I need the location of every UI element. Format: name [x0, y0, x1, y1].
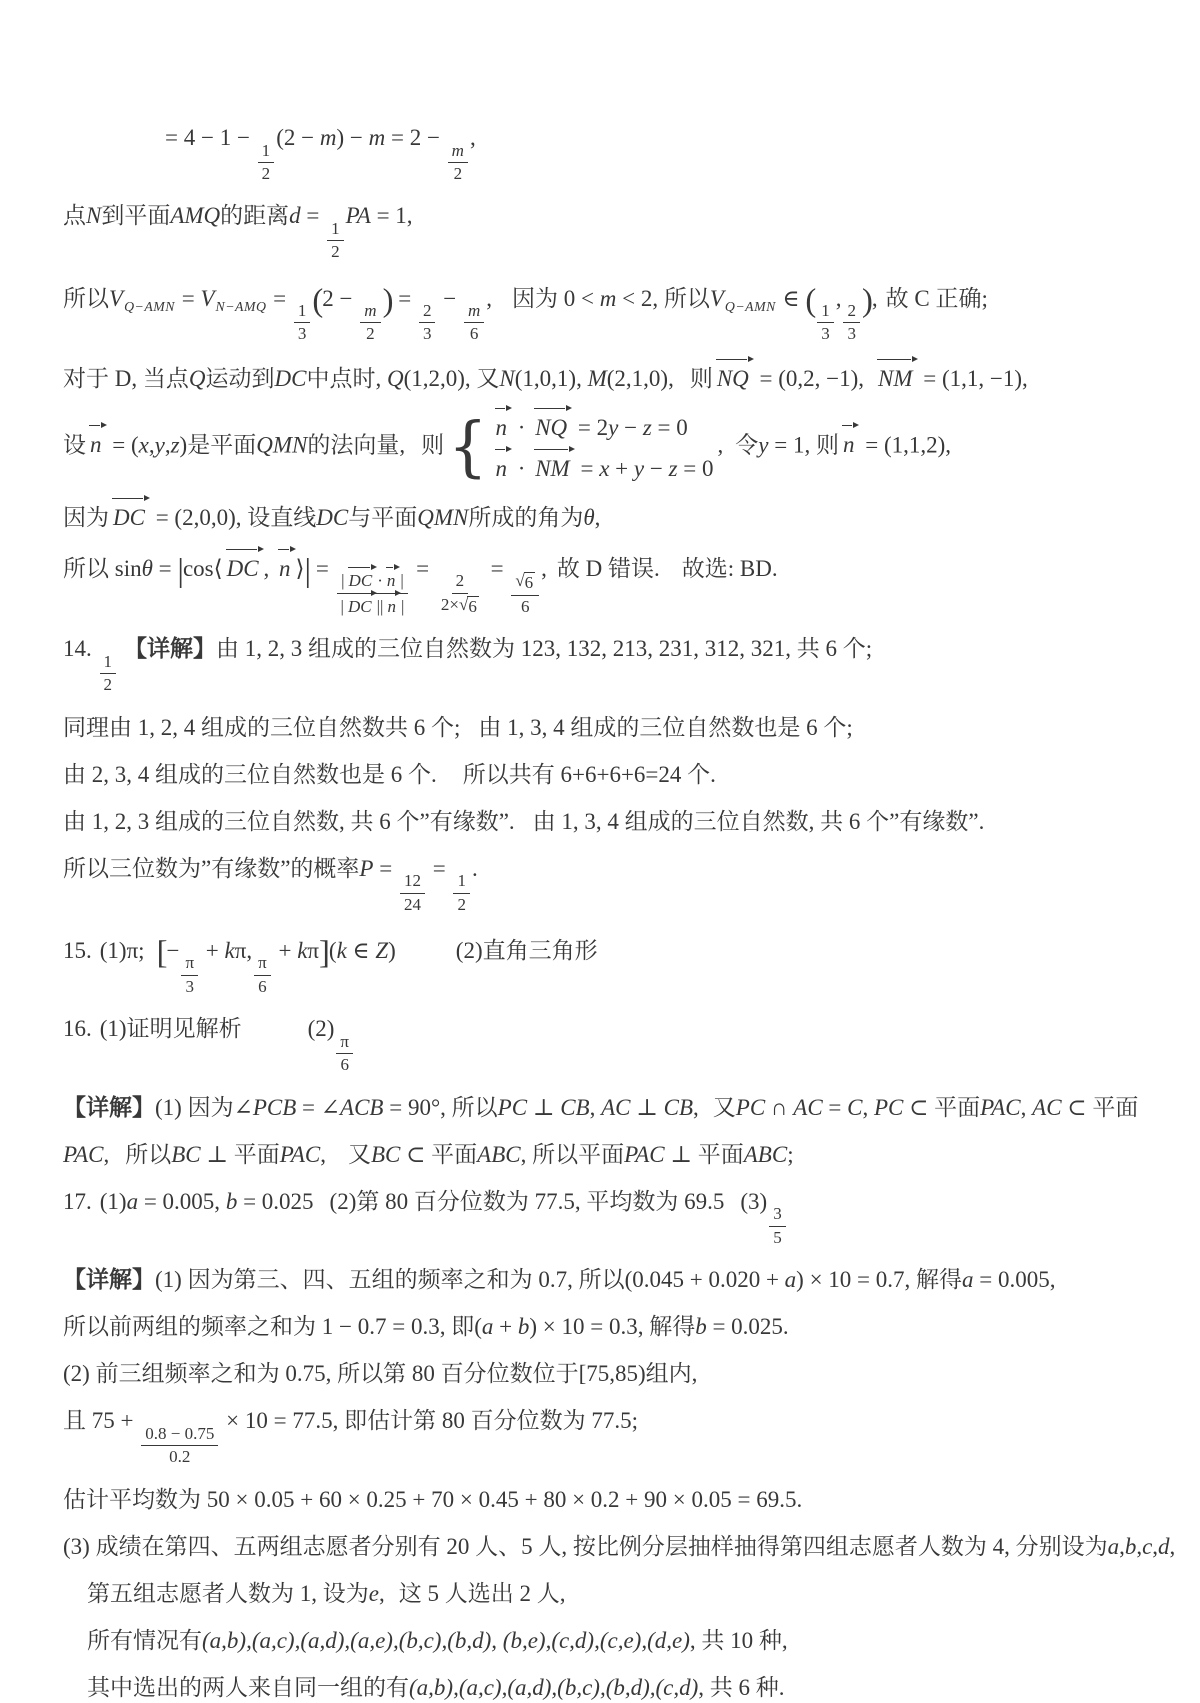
numerator: 1 — [258, 141, 275, 163]
math-variable: QMN — [417, 505, 469, 530]
math-variable: θ — [141, 555, 153, 581]
numerator: 0.8 − 0.75 — [141, 1424, 218, 1446]
math-variable: b — [1124, 1533, 1137, 1559]
vector-arrow — [385, 569, 399, 591]
fraction — [336, 1032, 353, 1076]
radical-sign: √ — [458, 594, 469, 614]
numerator: 1 — [327, 219, 344, 241]
big-delimiter: ( — [805, 282, 816, 319]
fraction — [141, 1424, 218, 1468]
numerator: 2 — [419, 301, 436, 323]
denominator: 6 — [340, 1055, 349, 1075]
spacer — [314, 1208, 330, 1209]
fraction — [294, 301, 311, 345]
math-variable: PAC — [63, 1141, 104, 1167]
spacer — [674, 385, 690, 386]
vector-arrow — [494, 451, 511, 484]
numerator: 2 — [452, 571, 469, 593]
denominator: 3 — [185, 976, 194, 996]
system-row: n · NM = x + y − z = 0 — [492, 451, 714, 484]
vector-arrow — [346, 595, 375, 617]
math-variable: n — [495, 455, 508, 481]
math-line: 设 n = (x,y,z)是平面QMN的法向量, 则 { n · NQ = 2y − z = 0 n · NM = x + y − z = 0 , 令y = 1, 则 n = (1,1,2), — [63, 408, 952, 485]
spacer — [92, 957, 100, 958]
math-variable: n — [90, 432, 102, 458]
math-line: (3) 成绩在第四、五两组志愿者分别有 20 人、5 人, 按比例分层抽样抽得第四组志愿者人数为 4, 分别设为a,b,c,d, — [63, 1533, 1176, 1559]
vector-arrow — [347, 569, 376, 591]
fraction — [437, 571, 483, 617]
vector-arrow — [88, 427, 105, 460]
spacer — [385, 1600, 399, 1601]
math-variable: n — [842, 432, 855, 458]
math-line: 【详解】(1) 因为第三、四、五组的频率之和为 0.7, 所以(0.045 + 0.020 + a) × 10 = 0.7, 解得a = 0.005, — [63, 1267, 1056, 1292]
fraction — [258, 141, 275, 185]
spacer — [864, 385, 874, 386]
spacer — [699, 1114, 713, 1115]
fraction — [511, 571, 539, 617]
math-line: = 4 − 1 − $\frac{1}{2}$ (2 − m) − m = 2 − $\frac{m}{2}$ , — [165, 125, 476, 183]
bold-label: 【详解】 — [63, 1267, 155, 1292]
math-line: 所以前两组的频率之和为 1 − 0.7 = 0.3, 即(a + b) × 10 = 0.3, 解得b = 0.025. — [63, 1314, 789, 1340]
spacer — [326, 1161, 348, 1162]
bold-label: 【详解】 — [124, 636, 217, 662]
math-variable: d — [1158, 1533, 1170, 1559]
math-variable: Q — [386, 365, 404, 391]
math-variable: QMN — [256, 432, 308, 458]
system-rows — [492, 410, 714, 484]
numerator — [360, 301, 380, 323]
bold-label: 【详解】 — [63, 1094, 155, 1120]
math-variable: e — [368, 1580, 379, 1606]
math-variable: a — [784, 1267, 797, 1292]
math-line: 所以三位数为”有缘数”的概率P = $\frac{12}{24}$ = $\frac{1}{2}$ . — [63, 855, 478, 914]
math-variable: DC — [226, 555, 259, 581]
math-variable: y — [154, 432, 165, 458]
math-variable: PA — [345, 203, 371, 229]
math-line: PAC, 所以BC ⊥ 平面PAC, 又BC ⊂ 平面ABC, 所以平面PAC ⊥ 平面ABC; — [63, 1141, 794, 1167]
fraction — [100, 652, 117, 696]
big-delimiter: ) — [861, 282, 872, 319]
math-variable: k — [297, 937, 308, 963]
math-variable: z — [642, 414, 652, 440]
math-variable: P — [359, 855, 374, 881]
math-variable: m — [467, 301, 481, 321]
fraction — [817, 301, 834, 345]
math-variable: n — [387, 596, 396, 616]
math-variable: k — [224, 937, 235, 963]
spacer — [437, 781, 463, 782]
math-variable: PAC — [624, 1141, 665, 1167]
math-variable: m — [451, 140, 464, 160]
big-delimiter: ) — [382, 282, 393, 319]
math-line: 15. (1)π; [− $\frac{\pi}{3}$ + kπ, $\frac{\pi}{6}$ + kπ](k ∈ Z) (2)直角三角形 — [63, 935, 598, 996]
math-line: 由 1, 2, 3 组成的三位自然数, 共 6 个”有缘数”. 由 1, 3, 4 组成的三位自然数, 共 6 个”有缘数”. — [63, 808, 985, 834]
math-line: 估计平均数为 50 × 0.05 + 60 × 0.25 + 70 × 0.45 + 80 × 0.2 + 90 × 0.05 = 69.5. — [63, 1486, 803, 1512]
vector-arrow — [111, 500, 148, 533]
denominator: 3 — [422, 324, 432, 344]
denominator: 2× √ 6 — [440, 594, 477, 616]
numerator: 1 — [294, 301, 311, 323]
denominator: 6 — [520, 596, 530, 616]
numerator: 1 — [817, 301, 834, 323]
radical — [515, 572, 535, 593]
math-line: 所以$V_{Q-AMN} = V_{N-AMQ}$ = $\frac{1}{3}$ (2 − $\frac{m}{2}$ ) = $\frac{2}{3}$ − $\frac{m}{6}$ , 因为 0 < m < 2, 所以$V_{Q-AMN}$ ∈ ( $\frac{1}{3}$ , $\frac{2}{3}$ ), 故 C 正确; — [63, 282, 988, 344]
big-delimiter: ] — [319, 935, 329, 972]
math-variable: ABC — [743, 1141, 788, 1167]
spacer — [492, 305, 512, 306]
fraction — [448, 141, 468, 185]
subscript: Q−AMN — [724, 299, 776, 315]
denominator: | DC || n | — [340, 596, 405, 616]
denominator: 6 — [258, 976, 267, 996]
math-variable: V — [109, 285, 124, 311]
fraction — [360, 301, 380, 345]
math-variable: y — [633, 455, 645, 481]
math-variable: (a,b),(a,c),(a,d),(a,e),(b,c),(b,d), (b,e),(c,d),(c,e),(d,e) — [202, 1627, 690, 1653]
math-variable: b — [517, 1314, 530, 1340]
math-variable: Z — [375, 937, 389, 963]
math-variable: AC — [793, 1094, 823, 1120]
spacer — [547, 575, 557, 576]
math-line: 由 2, 3, 4 组成的三位自然数也是 6 个. 所以共有 6+6+6+6=24 个. — [63, 761, 716, 787]
denominator: 2 — [453, 163, 463, 183]
math-variable: n — [279, 555, 291, 581]
vector-arrow — [533, 451, 573, 484]
math-variable: PCB — [252, 1094, 297, 1120]
vector-arrow — [385, 595, 399, 617]
math-variable: PC — [735, 1094, 766, 1120]
math-variable: NM — [535, 455, 570, 481]
math-variable: PC — [497, 1094, 528, 1120]
numerator: 3 — [769, 1204, 786, 1226]
spacer — [242, 1035, 308, 1036]
big-delimiter: ( — [312, 282, 323, 319]
math-variable: AC — [1032, 1094, 1062, 1120]
denominator: 3 — [821, 324, 830, 344]
spacer — [724, 1208, 740, 1209]
equation-system — [448, 410, 713, 484]
math-variable: z — [170, 432, 180, 458]
math-variable: DC — [113, 505, 145, 530]
denominator: 0.2 — [169, 1447, 191, 1467]
math-variable: d — [289, 203, 301, 229]
system-row: n · NQ = 2y − z = 0 — [492, 410, 714, 443]
math-variable: N — [86, 203, 102, 229]
math-variable: k — [336, 937, 347, 963]
numerator — [511, 571, 539, 595]
math-variable: C — [847, 1094, 863, 1120]
fraction — [843, 301, 860, 345]
math-variable: n — [386, 571, 396, 591]
math-variable: c — [1142, 1533, 1153, 1559]
math-variable: m — [368, 125, 386, 150]
fraction — [337, 569, 409, 617]
spacer — [723, 451, 735, 452]
fraction — [464, 301, 484, 345]
math-variable: NM — [878, 365, 913, 391]
math-line: 【详解】(1) 因为∠PCB = ∠ACB = 90°, 所以PC ⊥ CB, AC ⊥ CB, 又PC ∩ AC = C, PC ⊂ 平面PAC, AC ⊂ 平面 — [63, 1094, 1139, 1120]
denominator: 24 — [403, 894, 421, 914]
radicand: 6 — [524, 573, 534, 593]
math-line: 因为 DC = (2,0,0), 设直线DC与平面QMN所成的角为θ, — [63, 500, 1170, 533]
math-variable: M — [587, 365, 607, 391]
math-variable: PAC — [980, 1094, 1021, 1120]
spacer — [92, 1035, 100, 1036]
math-variable: a — [481, 1314, 494, 1340]
math-variable: PC — [874, 1094, 904, 1120]
denominator: 2 — [331, 242, 340, 262]
math-variable: N — [499, 365, 515, 391]
vector-arrow — [533, 410, 570, 443]
math-variable: NQ — [716, 365, 749, 391]
vector-arrow — [841, 427, 858, 460]
numerator: | DC · n | — [337, 569, 408, 593]
spacer — [878, 305, 886, 306]
denominator: 2 — [457, 894, 466, 914]
math-line: 对于 D, 当点Q运动到DC中点时, Q(1,2,0), 又N(1,0,1), M(2,1,0), 则 NQ = (0,2, −1), NM = (1,1, −1), — [63, 361, 1170, 394]
denominator: 2 — [103, 675, 113, 695]
math-line: 14. $\frac{1}{2}$ 【详解】由 1, 2, 3 组成的三位自然数为 123, 132, 213, 231, 312, 321, 共 6 个; — [63, 636, 873, 695]
denominator: 5 — [773, 1227, 782, 1247]
numerator — [464, 301, 484, 323]
numerator: 2 — [843, 301, 860, 323]
numerator: 1 — [100, 652, 117, 674]
math-variable: y — [608, 414, 619, 440]
math-line: 第五组志愿者人数为 1, 设为e, 这 5 人选出 2 人, — [87, 1580, 566, 1606]
subscript: N−AMQ — [215, 299, 267, 315]
math-variable: ACB — [340, 1094, 384, 1120]
math-line: 其中选出的两人来自同一组的有(a,b),(a,c),(a,d),(b,c),(b,d),(c,d), 共 6 种. — [87, 1674, 785, 1700]
math-variable: x — [599, 455, 610, 481]
numerator: 1 — [453, 871, 470, 893]
math-variable: n — [495, 414, 508, 440]
math-line: 所以 sinθ = |cos⟨ DC , n ⟩| = $\frac{| DC \cdot n |}{| DC || n |}$ = 2 2× √ 6 = √ 6 6 , 故 D 错误. 故选: BD. — [63, 549, 1170, 617]
fraction — [769, 1204, 786, 1248]
math-variable: (a,b),(a,c),(a,d),(b,c),(b,d),(c,d) — [409, 1674, 699, 1700]
fraction — [181, 953, 198, 997]
math-variable: NQ — [535, 414, 568, 440]
fraction — [327, 219, 344, 263]
radicand: 6 — [468, 596, 477, 616]
denominator: 6 — [469, 324, 479, 344]
math-variable: AMQ — [170, 203, 221, 229]
math-variable: V — [709, 285, 724, 311]
big-delimiter: | — [304, 553, 311, 590]
math-variable: DC — [348, 571, 373, 591]
spacer — [460, 734, 478, 735]
numerator: 12 — [400, 871, 425, 893]
math-variable: a — [126, 1188, 139, 1214]
fraction — [254, 953, 271, 997]
math-line: 点N到平面AMQ的距离d = $\frac{1}{2}$ PA = 1, — [63, 203, 413, 262]
spacer — [515, 828, 533, 829]
math-line: 17. (1)a = 0.005, b = 0.025 (2)第 80 百分位数为 77.5, 平均数为 69.5 (3) $\frac{3}{5}$ — [63, 1186, 1170, 1248]
spacer — [92, 1208, 100, 1209]
math-variable: b — [695, 1314, 707, 1340]
math-variable: AC — [601, 1094, 631, 1120]
vector-arrow — [277, 551, 294, 584]
math-line: (2) 前三组频率之和为 0.75, 所以第 80 百分位数位于[75,85)组内, — [63, 1361, 698, 1387]
denominator: 2 — [366, 324, 375, 344]
spacer — [405, 451, 421, 452]
math-line: 同理由 1, 2, 4 组成的三位自然数共 6 个; 由 1, 3, 4 组成的三位自然数也是 6 个; — [63, 714, 853, 740]
math-line: 且 75 + $\frac{0.8 - 0.75}{0.2}$ × 10 = 77.5, 即估计第 80 百分位数为 77.5; — [63, 1408, 638, 1467]
fraction — [419, 301, 436, 345]
math-variable: ABC — [477, 1141, 521, 1167]
fraction — [453, 871, 470, 915]
math-variable: DC — [316, 505, 349, 530]
brace-icon: { — [448, 408, 488, 485]
math-line: 16. (1)证明见解析 (2) $\frac{\pi}{6}$ — [63, 1013, 1170, 1075]
math-variable: z — [668, 455, 678, 481]
math-variable: θ — [583, 505, 595, 530]
radical-sign: √ — [515, 571, 525, 591]
math-variable: m — [319, 125, 337, 150]
spacer — [145, 957, 157, 958]
denominator: 2 — [261, 163, 271, 183]
math-variable: x — [138, 432, 149, 458]
spacer — [660, 575, 682, 576]
math-variable: m — [599, 285, 617, 311]
vector-arrow — [494, 410, 511, 443]
math-variable: a — [1107, 1533, 1120, 1559]
math-line: 所有情况有(a,b),(a,c),(a,d),(a,e),(b,c),(b,d), (b,e),(c,d),(c,e),(d,e), 共 10 种, — [87, 1627, 788, 1653]
vector-arrow — [876, 361, 916, 394]
solution-document — [63, 122, 1176, 1703]
math-variable: DC — [347, 596, 372, 616]
fraction — [400, 871, 425, 915]
math-variable: a — [962, 1267, 974, 1292]
numerator: π — [254, 953, 271, 975]
big-delimiter: | — [177, 553, 183, 590]
spacer — [109, 1161, 125, 1162]
spacer — [396, 957, 456, 958]
numerator: π — [336, 1032, 353, 1054]
math-variable: CB — [560, 1094, 590, 1120]
math-variable: DC — [274, 365, 307, 391]
math-variable: BC — [171, 1141, 201, 1167]
numerator — [448, 141, 468, 163]
vector-arrow — [225, 551, 262, 584]
math-variable: CB — [663, 1094, 694, 1120]
math-variable: BC — [371, 1141, 401, 1167]
vector-arrow — [715, 361, 752, 394]
denominator: 3 — [847, 324, 856, 344]
math-variable: PAC — [279, 1141, 321, 1167]
math-variable: m — [364, 301, 377, 321]
radical — [459, 596, 479, 617]
big-delimiter: [ — [156, 935, 167, 972]
math-variable: Q — [188, 365, 206, 391]
math-variable: b — [225, 1188, 238, 1214]
math-variable: V — [200, 285, 215, 311]
numerator: π — [181, 953, 198, 975]
subscript: Q−AMN — [124, 299, 175, 315]
math-variable: y — [758, 432, 769, 458]
denominator: 3 — [297, 324, 307, 344]
